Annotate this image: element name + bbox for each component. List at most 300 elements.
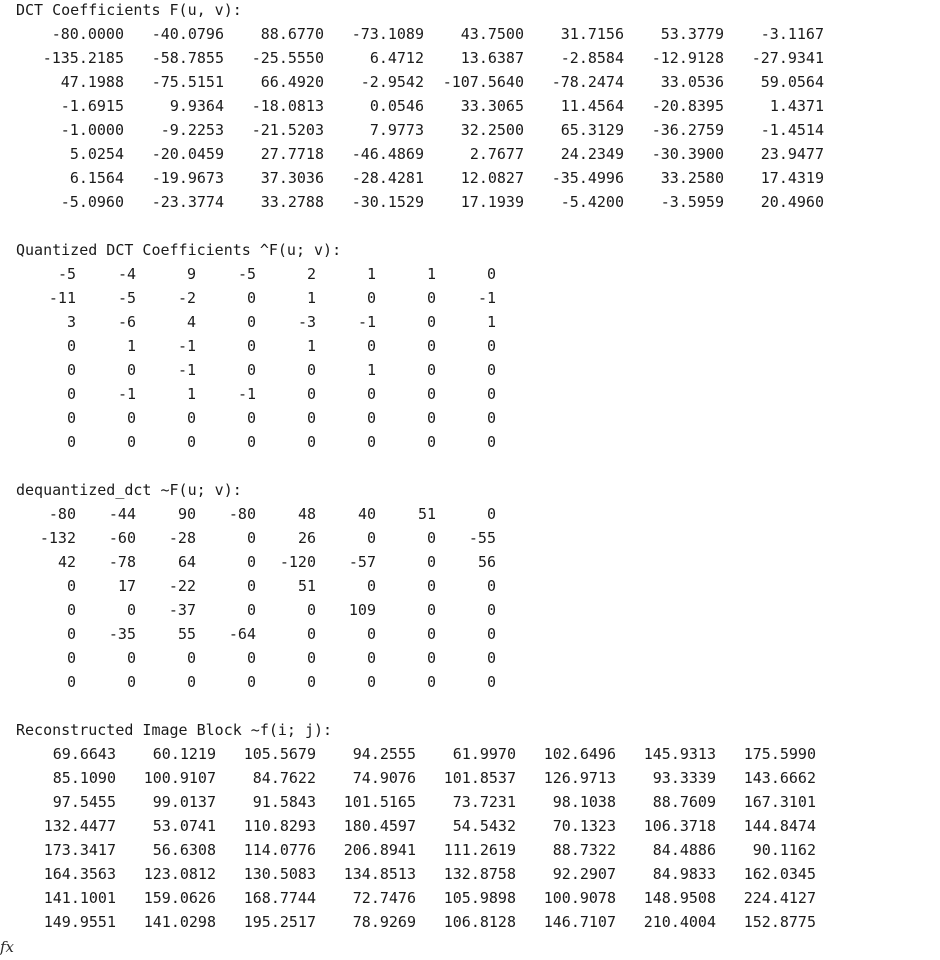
matrix-cell: -5 [57,265,76,283]
matrix-cell: 0 [66,385,76,403]
matrix-cell: 2 [306,265,316,283]
matrix-cell: -107.5640 [442,73,524,91]
matrix-cell: 88.7609 [652,793,716,811]
matrix-cell: 0 [66,625,76,643]
matrix-cell: 114.0776 [243,841,316,859]
matrix-cell: -30.3900 [651,145,724,163]
matrix-cell: 0 [426,361,436,379]
quantized-dct-section [16,238,496,454]
matrix-cell: 0 [366,673,376,691]
matrix-cell: 1 [186,385,196,403]
matrix-cell: 84.4886 [652,841,716,859]
matrix-cell: 0 [246,673,256,691]
matrix-cell: 85.1090 [52,769,116,787]
matrix-cell: 0 [126,649,136,667]
matrix-cell: 0 [366,577,376,595]
matrix-cell: 55 [177,625,196,643]
matrix-cell: -1.4514 [760,121,824,139]
matrix-cell: -21.5203 [251,121,324,139]
matrix-cell: -40.0796 [151,25,224,43]
matrix-cell: -1.6915 [60,97,124,115]
matrix-cell: -1 [177,361,196,379]
matrix-cell: 141.1001 [43,889,116,907]
matrix-cell: 101.8537 [443,769,516,787]
matrix-cell: 33.2580 [660,169,724,187]
dct-coefficients-section [16,0,824,214]
dct-coefficients-matrix [16,22,824,214]
matrix-cell: 143.6662 [743,769,816,787]
matrix-cell: -46.4869 [351,145,424,163]
matrix-row [16,286,496,310]
matrix-cell: 0 [366,385,376,403]
matrix-cell: 11.4564 [560,97,624,115]
matrix-cell: 5.0254 [69,145,124,163]
matrix-cell: -28.4281 [351,169,424,187]
matrix-cell: 0 [186,433,196,451]
matrix-cell: 173.3417 [43,841,116,859]
matrix-cell: -4 [117,265,136,283]
matrix-cell: 0 [486,433,496,451]
matrix-row [16,862,816,886]
matrix-cell: 4 [186,313,196,331]
matrix-cell: 9.9364 [169,97,224,115]
matrix-cell: 0 [486,385,496,403]
matrix-cell: 27.7718 [260,145,324,163]
matrix-cell: -1 [477,289,496,307]
matrix-cell: -80 [228,505,256,523]
matrix-cell: 0 [426,313,436,331]
matrix-cell: 0 [306,409,316,427]
matrix-cell: 1 [426,265,436,283]
section-heading: Reconstructed Image Block ~f(i; j): [16,721,333,739]
matrix-cell: -80 [48,505,76,523]
matrix-cell: 0 [66,337,76,355]
matrix-cell: 97.5455 [52,793,116,811]
matrix-cell: 42 [57,553,76,571]
matrix-cell: -78.2474 [551,73,624,91]
matrix-cell: 144.8474 [743,817,816,835]
matrix-cell: 0 [486,337,496,355]
console-gutter [0,0,8,960]
matrix-cell: 132.4477 [43,817,116,835]
matrix-cell: 0 [366,649,376,667]
command-window-output[interactable] [8,0,940,960]
matrix-row [16,334,496,358]
matrix-cell: 0 [426,673,436,691]
matrix-cell: 56.6308 [152,841,216,859]
matrix-cell: 9 [186,265,196,283]
reconstructed-block-matrix [16,742,816,934]
matrix-row [16,622,496,646]
matrix-row [16,910,816,934]
matrix-cell: 69.6643 [52,745,116,763]
matrix-row [16,118,824,142]
matrix-cell: 54.5432 [452,817,516,835]
matrix-cell: -2 [177,289,196,307]
reconstructed-block-section [16,718,816,934]
matrix-row [16,70,824,94]
matrix-row [16,430,496,454]
command-prompt-fx-icon[interactable]: fx [0,938,15,956]
matrix-row [16,838,816,862]
matrix-cell: 72.7476 [352,889,416,907]
matrix-cell: 168.7744 [243,889,316,907]
matrix-cell: 0 [186,649,196,667]
matrix-cell: 0 [426,577,436,595]
matrix-cell: 0 [246,553,256,571]
matrix-cell: 91.5843 [252,793,316,811]
matrix-cell: 31.7156 [560,25,624,43]
matrix-cell: 93.3339 [652,769,716,787]
matrix-cell: 0 [66,673,76,691]
matrix-cell: -44 [108,505,136,523]
matrix-cell: 64 [177,553,196,571]
matrix-cell: 134.8513 [343,865,416,883]
matrix-cell: 106.8128 [443,913,516,931]
matrix-cell: 60.1219 [152,745,216,763]
matrix-cell: -60 [108,529,136,547]
matrix-cell: 20.4960 [760,193,824,211]
matrix-cell: 0 [486,673,496,691]
matrix-cell: 0 [366,625,376,643]
matrix-cell: 0 [426,433,436,451]
matrix-cell: 0 [126,361,136,379]
matrix-cell: 0 [66,649,76,667]
matrix-cell: 3 [66,313,76,331]
matrix-cell: 0 [426,385,436,403]
matrix-cell: 141.0298 [143,913,216,931]
matrix-cell: 175.5990 [743,745,816,763]
matrix-cell: 0 [426,289,436,307]
matrix-cell: 43.7500 [460,25,524,43]
matrix-cell: 24.2349 [560,145,624,163]
matrix-cell: -12.9128 [651,49,724,67]
dequantized-dct-matrix [16,502,496,694]
matrix-cell: -11 [48,289,76,307]
matrix-cell: -1 [117,385,136,403]
matrix-cell: 0.0546 [369,97,424,115]
matrix-row [16,790,816,814]
matrix-cell: -80.0000 [51,25,124,43]
matrix-cell: 149.9551 [43,913,116,931]
matrix-cell: -75.5151 [151,73,224,91]
matrix-cell: 37.3036 [260,169,324,187]
matrix-cell: 0 [246,601,256,619]
matrix-cell: 0 [246,409,256,427]
matrix-cell: 0 [246,529,256,547]
matrix-cell: 0 [426,409,436,427]
matrix-cell: -20.0459 [151,145,224,163]
matrix-cell: 0 [246,337,256,355]
matrix-cell: 84.7622 [252,769,316,787]
quantized-dct-matrix [16,262,496,454]
matrix-cell: -3.5959 [660,193,724,211]
matrix-row [16,358,496,382]
matrix-cell: 88.6770 [260,25,324,43]
matrix-cell: -73.1089 [351,25,424,43]
matrix-cell: 0 [486,577,496,595]
matrix-cell: 0 [126,409,136,427]
matrix-cell: 33.2788 [260,193,324,211]
matrix-cell: 0 [486,649,496,667]
matrix-row [16,142,824,166]
matrix-cell: 99.0137 [152,793,216,811]
matrix-row [16,94,824,118]
matrix-cell: 65.3129 [560,121,624,139]
matrix-cell: 88.7322 [552,841,616,859]
matrix-cell: 6.4712 [369,49,424,67]
matrix-cell: -64 [228,625,256,643]
matrix-cell: -19.9673 [151,169,224,187]
matrix-cell: 110.8293 [243,817,316,835]
matrix-cell: 0 [366,289,376,307]
matrix-cell: 0 [486,265,496,283]
matrix-cell: 162.0345 [743,865,816,883]
matrix-cell: 0 [306,385,316,403]
matrix-cell: 0 [306,433,316,451]
matrix-cell: -23.3774 [151,193,224,211]
matrix-cell: 1 [126,337,136,355]
matrix-cell: 0 [486,505,496,523]
matrix-cell: 159.0626 [143,889,216,907]
matrix-row [16,550,496,574]
matrix-cell: 17.1939 [460,193,524,211]
matrix-cell: 195.2517 [243,913,316,931]
matrix-row [16,382,496,406]
matrix-cell: 180.4597 [343,817,416,835]
matrix-cell: 109 [348,601,376,619]
matrix-cell: 17.4319 [760,169,824,187]
matrix-cell: -37 [168,601,196,619]
matrix-cell: 92.2907 [552,865,616,883]
matrix-cell: -135.2185 [42,49,124,67]
matrix-row [16,166,824,190]
section-heading: Quantized DCT Coefficients ^F(u; v): [16,241,342,259]
matrix-cell: 0 [186,409,196,427]
matrix-cell: 74.9076 [352,769,416,787]
matrix-cell: 210.4004 [643,913,716,931]
matrix-cell: 126.9713 [543,769,616,787]
matrix-cell: 146.7107 [543,913,616,931]
matrix-cell: 0 [246,313,256,331]
matrix-cell: 12.0827 [460,169,524,187]
matrix-cell: 78.9269 [352,913,416,931]
matrix-row [16,526,496,550]
matrix-cell: 32.2500 [460,121,524,139]
matrix-row [16,190,824,214]
matrix-cell: -3.1167 [760,25,824,43]
matrix-cell: -35.4996 [551,169,624,187]
matrix-cell: -35 [108,625,136,643]
matrix-row [16,262,496,286]
matrix-cell: -58.7855 [151,49,224,67]
matrix-cell: 105.9898 [443,889,516,907]
matrix-cell: 90 [177,505,196,523]
matrix-cell: 0 [126,673,136,691]
matrix-cell: -2.9542 [360,73,424,91]
matrix-cell: 94.2555 [352,745,416,763]
matrix-cell: 1 [366,265,376,283]
matrix-cell: -36.2759 [651,121,724,139]
matrix-cell: 1 [306,289,316,307]
matrix-cell: 61.9970 [452,745,516,763]
matrix-cell: 0 [426,337,436,355]
matrix-cell: -120 [279,553,316,571]
matrix-row [16,766,816,790]
matrix-cell: 0 [66,577,76,595]
matrix-cell: 148.9508 [643,889,716,907]
matrix-cell: 13.6387 [460,49,524,67]
matrix-row [16,574,496,598]
matrix-row [16,646,496,670]
matrix-cell: 98.1038 [552,793,616,811]
matrix-cell: 1 [486,313,496,331]
matrix-cell: -6 [117,313,136,331]
matrix-cell: 48 [297,505,316,523]
matrix-cell: -57 [348,553,376,571]
matrix-cell: -22 [168,577,196,595]
matrix-cell: 0 [246,433,256,451]
matrix-cell: 53.0741 [152,817,216,835]
matrix-cell: 1 [306,337,316,355]
matrix-cell: -25.5550 [251,49,324,67]
matrix-cell: 167.3101 [743,793,816,811]
matrix-cell: 0 [486,601,496,619]
matrix-cell: 0 [246,361,256,379]
matrix-cell: -5.4200 [560,193,624,211]
matrix-cell: 1.4371 [769,97,824,115]
matrix-cell: 1 [366,361,376,379]
matrix-cell: 70.1323 [552,817,616,835]
matrix-cell: 105.5679 [243,745,316,763]
matrix-cell: 7.9773 [369,121,424,139]
matrix-cell: 224.4127 [743,889,816,907]
matrix-row [16,46,824,70]
matrix-cell: 0 [186,673,196,691]
matrix-cell: -78 [108,553,136,571]
matrix-cell: 100.9107 [143,769,216,787]
matrix-cell: 0 [426,553,436,571]
section-heading: DCT Coefficients F(u, v): [16,1,242,19]
matrix-cell: -55 [468,529,496,547]
matrix-cell: 101.5165 [343,793,416,811]
matrix-cell: 0 [306,649,316,667]
section-heading: dequantized_dct ~F(u; v): [16,481,242,499]
matrix-cell: 0 [306,361,316,379]
matrix-cell: 53.3779 [660,25,724,43]
matrix-cell: 0 [486,625,496,643]
dequantized-dct-section [16,478,496,694]
matrix-cell: 0 [486,361,496,379]
matrix-cell: -27.9341 [751,49,824,67]
matrix-cell: -20.8395 [651,97,724,115]
matrix-cell: 0 [126,433,136,451]
matrix-cell: 33.0536 [660,73,724,91]
matrix-cell: 6.1564 [69,169,124,187]
matrix-cell: 2.7677 [469,145,524,163]
matrix-row [16,814,816,838]
matrix-row [16,742,816,766]
matrix-cell: -9.2253 [160,121,224,139]
matrix-cell: 0 [366,529,376,547]
matrix-row [16,406,496,430]
matrix-cell: 0 [306,601,316,619]
matrix-cell: 206.8941 [343,841,416,859]
matrix-cell: 90.1162 [752,841,816,859]
matrix-row [16,502,496,526]
matrix-cell: 66.4920 [260,73,324,91]
matrix-cell: 0 [66,409,76,427]
matrix-cell: -18.0813 [251,97,324,115]
matrix-cell: 40 [357,505,376,523]
matrix-cell: 33.3065 [460,97,524,115]
matrix-cell: 26 [297,529,316,547]
matrix-row [16,22,824,46]
matrix-cell: -5 [237,265,256,283]
matrix-cell: 0 [246,649,256,667]
matrix-cell: 0 [66,361,76,379]
matrix-cell: 73.7231 [452,793,516,811]
matrix-cell: 0 [246,577,256,595]
matrix-cell: 100.9078 [543,889,616,907]
matrix-cell: 132.8758 [443,865,516,883]
matrix-cell: 111.2619 [443,841,516,859]
matrix-cell: 130.5083 [243,865,316,883]
matrix-cell: 0 [426,601,436,619]
matrix-row [16,310,496,334]
matrix-cell: 47.1988 [60,73,124,91]
matrix-cell: 145.9313 [643,745,716,763]
matrix-cell: 0 [366,337,376,355]
matrix-cell: 84.9833 [652,865,716,883]
matrix-cell: 0 [426,625,436,643]
matrix-cell: -2.8584 [560,49,624,67]
matrix-cell: 0 [126,601,136,619]
matrix-cell: -5.0960 [60,193,124,211]
matrix-cell: -5 [117,289,136,307]
matrix-cell: 59.0564 [760,73,824,91]
matrix-cell: 0 [66,601,76,619]
matrix-cell: 0 [306,673,316,691]
matrix-row [16,598,496,622]
matrix-cell: -1.0000 [60,121,124,139]
matrix-cell: 0 [486,409,496,427]
matrix-cell: -1 [177,337,196,355]
matrix-row [16,670,496,694]
matrix-cell: 152.8775 [743,913,816,931]
matrix-cell: 51 [417,505,436,523]
matrix-cell: 0 [306,625,316,643]
matrix-cell: 56 [477,553,496,571]
matrix-cell: -132 [39,529,76,547]
matrix-cell: 0 [66,433,76,451]
matrix-cell: 17 [117,577,136,595]
matrix-cell: 123.0812 [143,865,216,883]
matrix-cell: 0 [426,529,436,547]
matrix-cell: 0 [426,649,436,667]
matrix-cell: 23.9477 [760,145,824,163]
matrix-cell: -30.1529 [351,193,424,211]
matrix-cell: 0 [366,409,376,427]
matrix-cell: 0 [366,433,376,451]
matrix-cell: 0 [246,289,256,307]
matrix-cell: 102.6496 [543,745,616,763]
matrix-cell: 164.3563 [43,865,116,883]
matrix-cell: -1 [237,385,256,403]
matrix-cell: -1 [357,313,376,331]
matrix-cell: 51 [297,577,316,595]
matrix-row [16,886,816,910]
